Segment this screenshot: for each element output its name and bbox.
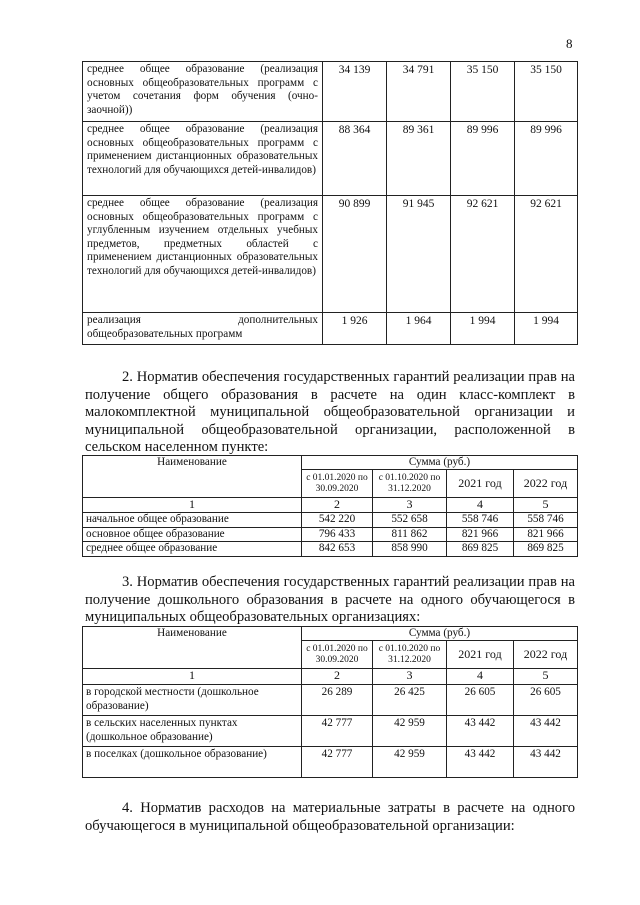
header-row: [83, 627, 578, 641]
value-cell: 542 220: [302, 513, 373, 527]
value-cell: 88 364: [323, 122, 387, 196]
value-cell: 43 442: [447, 747, 514, 778]
class-set-norms-table: [82, 455, 578, 557]
value-cell: 26 605: [514, 685, 578, 716]
value-cell: 42 777: [302, 747, 373, 778]
index-cell: 4: [447, 498, 514, 513]
section-2-paragraph: [85, 369, 575, 457]
section-3-paragraph: [85, 574, 575, 627]
table-row: [83, 747, 578, 778]
table-row: [83, 716, 578, 747]
column-header-year-2021: 2021 год: [447, 470, 514, 498]
row-label: реализация дополнительных общеобразовательных программ: [83, 313, 323, 345]
value-cell: 821 966: [514, 527, 578, 541]
value-cell: 858 990: [373, 542, 447, 556]
value-cell: 91 945: [387, 196, 451, 313]
index-cell: 5: [514, 669, 578, 685]
row-label: среднее общее образование: [83, 542, 302, 556]
column-header-name: Наименование: [83, 456, 302, 498]
table-row: [83, 513, 578, 527]
column-header-sum: Сумма (руб.): [302, 456, 578, 470]
value-cell: 1 994: [515, 313, 578, 345]
value-cell: 1 926: [323, 313, 387, 345]
row-label: в поселках (дошкольное образование): [83, 747, 302, 778]
row-label: основное общее образование: [83, 527, 302, 541]
row-label: в сельских населенных пунктах (дошкольное образование): [83, 716, 302, 747]
value-cell: 92 621: [515, 196, 578, 313]
value-cell: 552 658: [373, 513, 447, 527]
index-cell: 4: [447, 669, 514, 685]
section-2-text: 2. Норматив обеспечения государственных гарантий реализации прав на получение общего образования в расчете на один класс-комплект в малокомплектной муниципальной общеобразовательной организации и муниципальной общеобразовательной организации, расположенной в сельском населенном пункте:: [85, 369, 575, 456]
value-cell: 842 653: [302, 542, 373, 556]
value-cell: 90 899: [323, 196, 387, 313]
value-cell: 89 996: [451, 122, 515, 196]
value-cell: 821 966: [447, 527, 514, 541]
value-cell: 42 959: [373, 716, 447, 747]
value-cell: 26 425: [373, 685, 447, 716]
value-cell: 26 289: [302, 685, 373, 716]
value-cell: 811 862: [373, 527, 447, 541]
value-cell: 42 959: [373, 747, 447, 778]
row-label: начальное общее образование: [83, 513, 302, 527]
column-header-year-2022: 2022 год: [514, 641, 578, 669]
index-cell: 3: [373, 669, 447, 685]
table-row: [83, 62, 578, 122]
value-cell: 869 825: [514, 542, 578, 556]
table-row: [83, 685, 578, 716]
table-row: [83, 527, 578, 541]
value-cell: 89 996: [515, 122, 578, 196]
value-cell: 34 791: [387, 62, 451, 122]
value-cell: 35 150: [515, 62, 578, 122]
value-cell: 89 361: [387, 122, 451, 196]
preschool-norms-table: [82, 626, 578, 778]
index-row: [83, 669, 578, 685]
index-row: [83, 498, 578, 513]
table-row: [83, 122, 578, 196]
value-cell: 26 605: [447, 685, 514, 716]
row-label: среднее общее образование (реализация основных общеобразовательных программ с углубленным изучением отдельных учебных предметов, предметных областей с применением дистанционных образовательных технологий для обучающихся детей-инвалидов): [83, 196, 323, 313]
header-row: [83, 456, 578, 470]
table-row: [83, 542, 578, 556]
value-cell: 796 433: [302, 527, 373, 541]
row-label: в городской местности (дошкольное образование): [83, 685, 302, 716]
column-header-period-2: с 01.10.2020 по 31.12.2020: [373, 470, 447, 498]
row-label: среднее общее образование (реализация основных общеобразовательных программ с применением дистанционных образовательных технологий для обучающихся детей-инвалидов): [83, 122, 323, 196]
section-4-text: 4. Норматив расходов на материальные затраты в расчете на одного обучающегося в муниципальной общеобразовательной организации:: [85, 800, 575, 834]
section-3-text: 3. Норматив обеспечения государственных гарантий реализации прав на получение дошкольного образования в расчете на одного обучающегося в муниципальных общеобразовательных организациях:: [85, 574, 575, 626]
value-cell: 558 746: [447, 513, 514, 527]
index-cell: 3: [373, 498, 447, 513]
table-row: [83, 313, 578, 345]
column-header-sum: Сумма (руб.): [302, 627, 578, 641]
index-cell: 5: [514, 498, 578, 513]
column-header-period-1: с 01.01.2020 по 30.09.2020: [302, 641, 373, 669]
value-cell: 42 777: [302, 716, 373, 747]
column-header-name: Наименование: [83, 627, 302, 669]
value-cell: 92 621: [451, 196, 515, 313]
value-cell: 34 139: [323, 62, 387, 122]
index-cell: 2: [302, 498, 373, 513]
row-label: среднее общее образование (реализация основных общеобразовательных программ с учетом сочетания форм обучения (очно-заочной)): [83, 62, 323, 122]
value-cell: 43 442: [514, 716, 578, 747]
section-4-paragraph: [85, 800, 575, 835]
table-row: [83, 196, 578, 313]
value-cell: 1 964: [387, 313, 451, 345]
index-cell: 1: [83, 498, 302, 513]
index-cell: 1: [83, 669, 302, 685]
norms-table-continued: [82, 61, 578, 345]
value-cell: 43 442: [447, 716, 514, 747]
column-header-year-2021: 2021 год: [447, 641, 514, 669]
value-cell: 35 150: [451, 62, 515, 122]
column-header-period-2: с 01.10.2020 по 31.12.2020: [373, 641, 447, 669]
value-cell: 869 825: [447, 542, 514, 556]
column-header-year-2022: 2022 год: [514, 470, 578, 498]
value-cell: 43 442: [514, 747, 578, 778]
column-header-period-1: с 01.01.2020 по 30.09.2020: [302, 470, 373, 498]
value-cell: 558 746: [514, 513, 578, 527]
value-cell: 1 994: [451, 313, 515, 345]
page-number: 8: [566, 36, 573, 51]
index-cell: 2: [302, 669, 373, 685]
